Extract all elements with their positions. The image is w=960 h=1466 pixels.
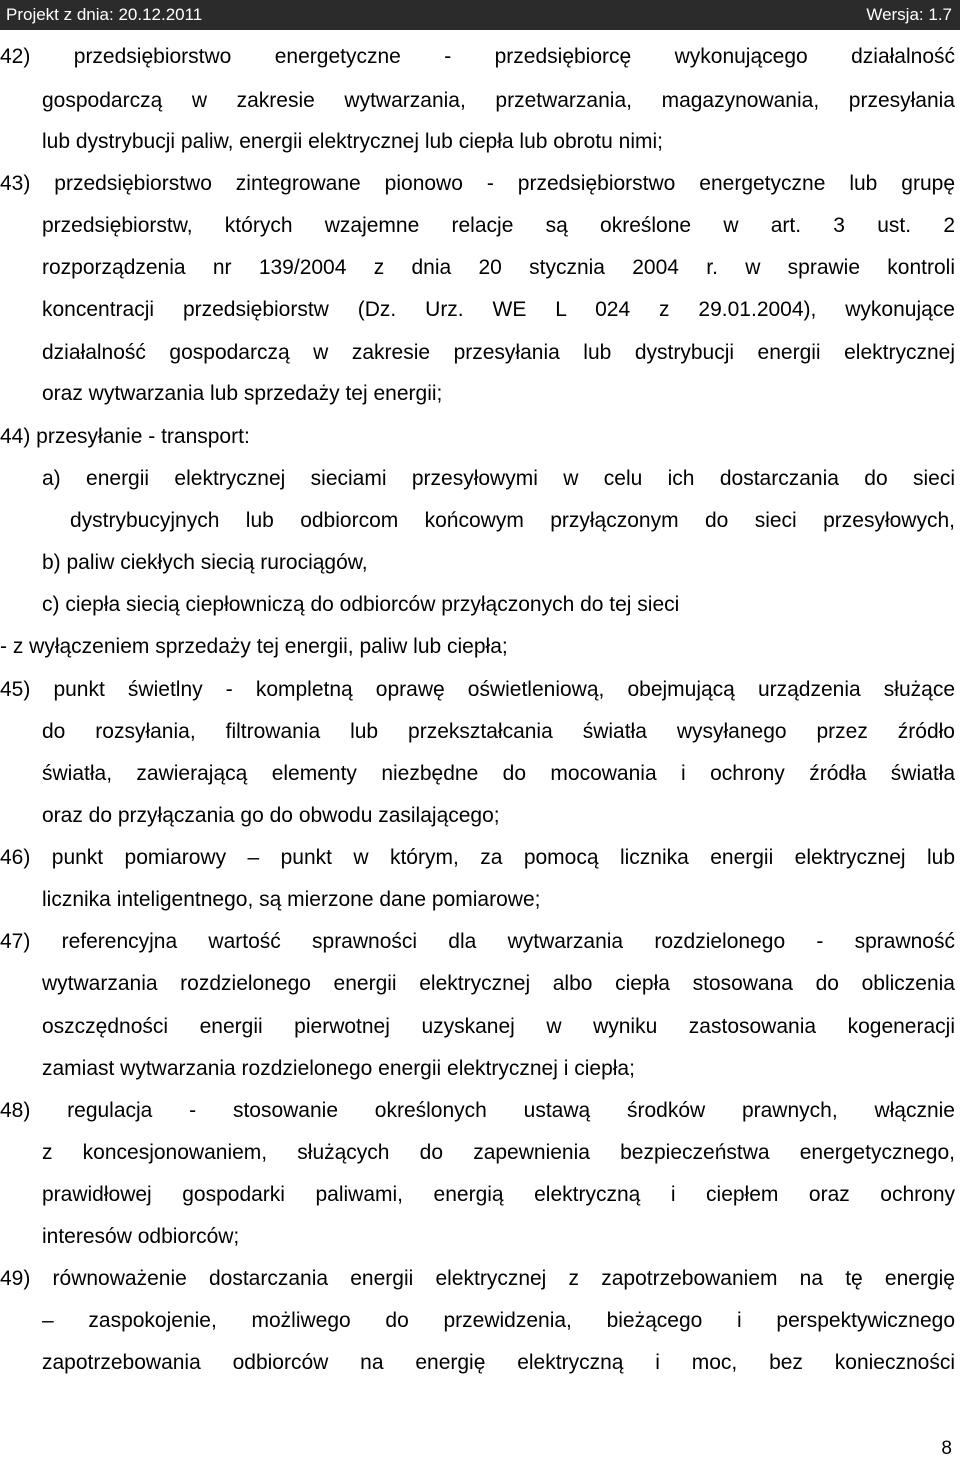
text-line: 44) przesyłanie - transport: — [0, 425, 250, 448]
text-line: lub dystrybucji paliw, energii elektrycznej lub ciepła lub obrotu nimi; — [42, 130, 663, 153]
text-line: działalność gospodarczą w zakresie przesyłania lub dystrybucji energii elektrycznej — [42, 341, 955, 364]
text-line: 45) punkt świetlny - kompletną oprawę oświetleniową, obejmującą urządzenia służące — [0, 678, 955, 701]
document-header — [0, 0, 960, 30]
text-line: oraz do przyłączania go do obwodu zasilającego; — [42, 804, 500, 827]
text-line: prawidłowej gospodarki paliwami, energią elektryczną i ciepłem oraz ochrony — [42, 1183, 955, 1206]
text-line: licznika inteligentnego, są mierzone dane pomiarowe; — [42, 888, 541, 911]
text-line: 46) punkt pomiarowy – punkt w którym, za pomocą licznika energii elektrycznej lub — [0, 846, 955, 869]
text-line: koncentracji przedsiębiorstw (Dz. Urz. WE L 024 z 29.01.2004), wykonujące — [42, 298, 955, 321]
page-number: 8 — [941, 1438, 952, 1459]
text-line: – zaspokojenie, możliwego do przewidzenia, bieżącego i perspektywicznego — [42, 1309, 955, 1332]
text-line: 43) przedsiębiorstwo zintegrowane pionowo - przedsiębiorstwo energetyczne lub grupę — [0, 172, 955, 195]
text-line: wytwarzania rozdzielonego energii elektrycznej albo ciepła stosowana do obliczenia — [42, 972, 955, 995]
text-line: - z wyłączeniem sprzedaży tej energii, paliw lub ciepła; — [0, 635, 508, 658]
text-line: interesów odbiorców; — [42, 1225, 240, 1248]
text-line: 48) regulacja - stosowanie określonych ustawą środków prawnych, włącznie — [0, 1099, 955, 1122]
text-line: oszczędności energii pierwotnej uzyskanej w wyniku zastosowania kogeneracji — [42, 1015, 955, 1038]
text-line: a) energii elektrycznej sieciami przesyłowymi w celu ich dostarczania do sieci — [42, 467, 955, 490]
text-line: zapotrzebowania odbiorców na energię elektryczną i moc, bez konieczności — [42, 1351, 955, 1374]
text-line: dystrybucyjnych lub odbiorcom końcowym przyłączonym do sieci przesyłowych, — [70, 509, 955, 532]
text-line: 42) przedsiębiorstwo energetyczne - przedsiębiorcę wykonującego działalność — [0, 45, 955, 68]
text-line: 49) równoważenie dostarczania energii elektrycznej z zapotrzebowaniem na tę energię — [0, 1267, 955, 1290]
text-line: rozporządzenia nr 139/2004 z dnia 20 stycznia 2004 r. w sprawie kontroli — [42, 256, 955, 279]
text-line: 47) referencyjna wartość sprawności dla wytwarzania rozdzielonego - sprawność — [0, 930, 955, 953]
text-line: gospodarczą w zakresie wytwarzania, przetwarzania, magazynowania, przesyłania — [42, 89, 955, 112]
text-line: c) ciepła siecią ciepłowniczą do odbiorców przyłączonych do tej sieci — [42, 593, 680, 616]
document-version: Wersja: 1.7 — [866, 5, 952, 24]
text-line: przedsiębiorstw, których wzajemne relacje są określone w art. 3 ust. 2 — [42, 214, 955, 237]
text-line: światła, zawierającą elementy niezbędne do mocowania i ochrony źródła światła — [42, 762, 955, 785]
text-line: zamiast wytwarzania rozdzielonego energii elektrycznej i ciepła; — [42, 1057, 635, 1080]
text-line: z koncesjonowaniem, służących do zapewnienia bezpieczeństwa energetycznego, — [42, 1141, 955, 1164]
text-line: oraz wytwarzania lub sprzedaży tej energii; — [42, 382, 443, 405]
text-line: do rozsyłania, filtrowania lub przekształcania światła wysyłanego przez źródło — [42, 720, 955, 743]
project-date: Projekt z dnia: 20.12.2011 — [6, 5, 203, 24]
text-line: b) paliw ciekłych siecią rurociągów, — [42, 551, 368, 574]
